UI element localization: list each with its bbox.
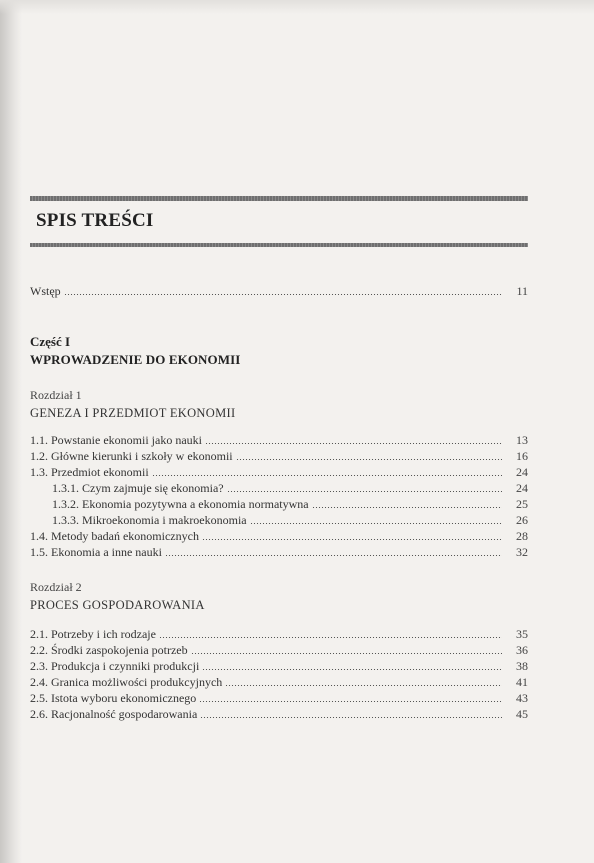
part-label: Część I — [30, 334, 71, 349]
page-edge-shadow — [0, 0, 22, 863]
toc-entry-label: 1.3. Przedmiot ekonomii — [30, 465, 149, 479]
toc-entry-page: 24 — [516, 465, 528, 479]
toc-entry-page: 32 — [516, 545, 528, 559]
chapter-2-label: Rozdział 2 — [30, 580, 82, 594]
toc-entry-label: 2.5. Istota wyboru ekonomicznego — [30, 691, 197, 705]
leader-dots — [165, 555, 502, 556]
toc-entry-label: 2.6. Racjonalność gospodarowania — [30, 707, 198, 721]
toc-entry-page: 35 — [516, 627, 528, 641]
leader-dots — [202, 539, 502, 540]
toc-entry-page: 36 — [516, 643, 528, 657]
toc-entry[interactable] — [30, 643, 528, 657]
chapter-1-title: GENEZA I PRZEDMIOT EKONOMII — [30, 406, 236, 420]
toc-entry-label: 1.3.1. Czym zajmuje się ekonomia? — [52, 481, 224, 495]
chapter-2-title: PROCES GOSPODAROWANIA — [30, 598, 205, 612]
toc-entry-label: 2.1. Potrzeby i ich rodzaje — [30, 627, 156, 641]
leader-dots — [202, 669, 502, 670]
leader-dots — [159, 637, 502, 638]
part-title: WPROWADZENIE DO EKONOMII — [30, 352, 241, 367]
toc-entry-label: 1.4. Metody badań ekonomicznych — [30, 529, 199, 543]
toc-entry-page: 43 — [516, 691, 528, 705]
toc-entry[interactable] — [30, 659, 528, 673]
toc-entry[interactable] — [30, 627, 528, 641]
leader-dots — [236, 459, 502, 460]
toc-entry[interactable] — [30, 545, 528, 559]
leader-dots — [227, 491, 502, 492]
leader-dots — [225, 685, 502, 686]
leader-dots — [250, 523, 502, 524]
toc-entry-label: 1.3.2. Ekonomia pozytywna a ekonomia normatywna — [52, 497, 309, 511]
page-title: SPIS TREŚCI — [36, 210, 154, 231]
table-of-contents — [30, 0, 528, 863]
toc-entry-page: 45 — [516, 707, 528, 721]
toc-entry[interactable] — [30, 675, 528, 689]
toc-subentry[interactable] — [30, 481, 528, 495]
toc-subentry[interactable] — [30, 497, 528, 511]
toc-entry-page: 11 — [516, 284, 528, 298]
toc-entry-page: 24 — [516, 481, 528, 495]
toc-entry-page: 26 — [516, 513, 528, 527]
toc-entry-label: Wstęp — [30, 284, 61, 298]
chapter-1-entries — [30, 433, 528, 563]
leader-dots — [200, 717, 502, 718]
chapter-2-entries — [30, 627, 528, 727]
toc-entry-label: 2.3. Produkcja i czynniki produkcji — [30, 659, 200, 673]
toc-entry[interactable] — [30, 691, 528, 705]
toc-entry[interactable] — [30, 529, 528, 543]
toc-entry-page: 16 — [516, 449, 528, 463]
toc-entry-page: 38 — [516, 659, 528, 673]
leader-dots — [205, 443, 502, 444]
toc-entry[interactable] — [30, 449, 528, 463]
toc-entry-label: 1.5. Ekonomia a inne nauki — [30, 545, 162, 559]
leader-dots — [312, 507, 502, 508]
toc-entry-page: 13 — [516, 433, 528, 447]
toc-entry[interactable] — [30, 433, 528, 447]
toc-entry[interactable] — [30, 707, 528, 721]
leader-dots — [199, 701, 502, 702]
leader-dots — [191, 653, 502, 654]
leader-dots — [64, 294, 502, 295]
toc-entry-label: 2.2. Środki zaspokojenia potrzeb — [30, 643, 188, 657]
toc-entry-intro[interactable] — [30, 284, 528, 298]
toc-entry-page: 25 — [516, 497, 528, 511]
leader-dots — [152, 475, 502, 476]
toc-subentry[interactable] — [30, 513, 528, 527]
toc-entry-page: 41 — [516, 675, 528, 689]
toc-entry-label: 1.3.3. Mikroekonomia i makroekonomia — [52, 513, 247, 527]
chapter-1-label: Rozdział 1 — [30, 388, 82, 402]
toc-entry-page: 28 — [516, 529, 528, 543]
toc-entry-label: 1.2. Główne kierunki i szkoły w ekonomii — [30, 449, 233, 463]
toc-entry-label: 1.1. Powstanie ekonomii jako nauki — [30, 433, 202, 447]
toc-entry-label: 2.4. Granica możliwości produkcyjnych — [30, 675, 223, 689]
toc-entry[interactable] — [30, 465, 528, 479]
